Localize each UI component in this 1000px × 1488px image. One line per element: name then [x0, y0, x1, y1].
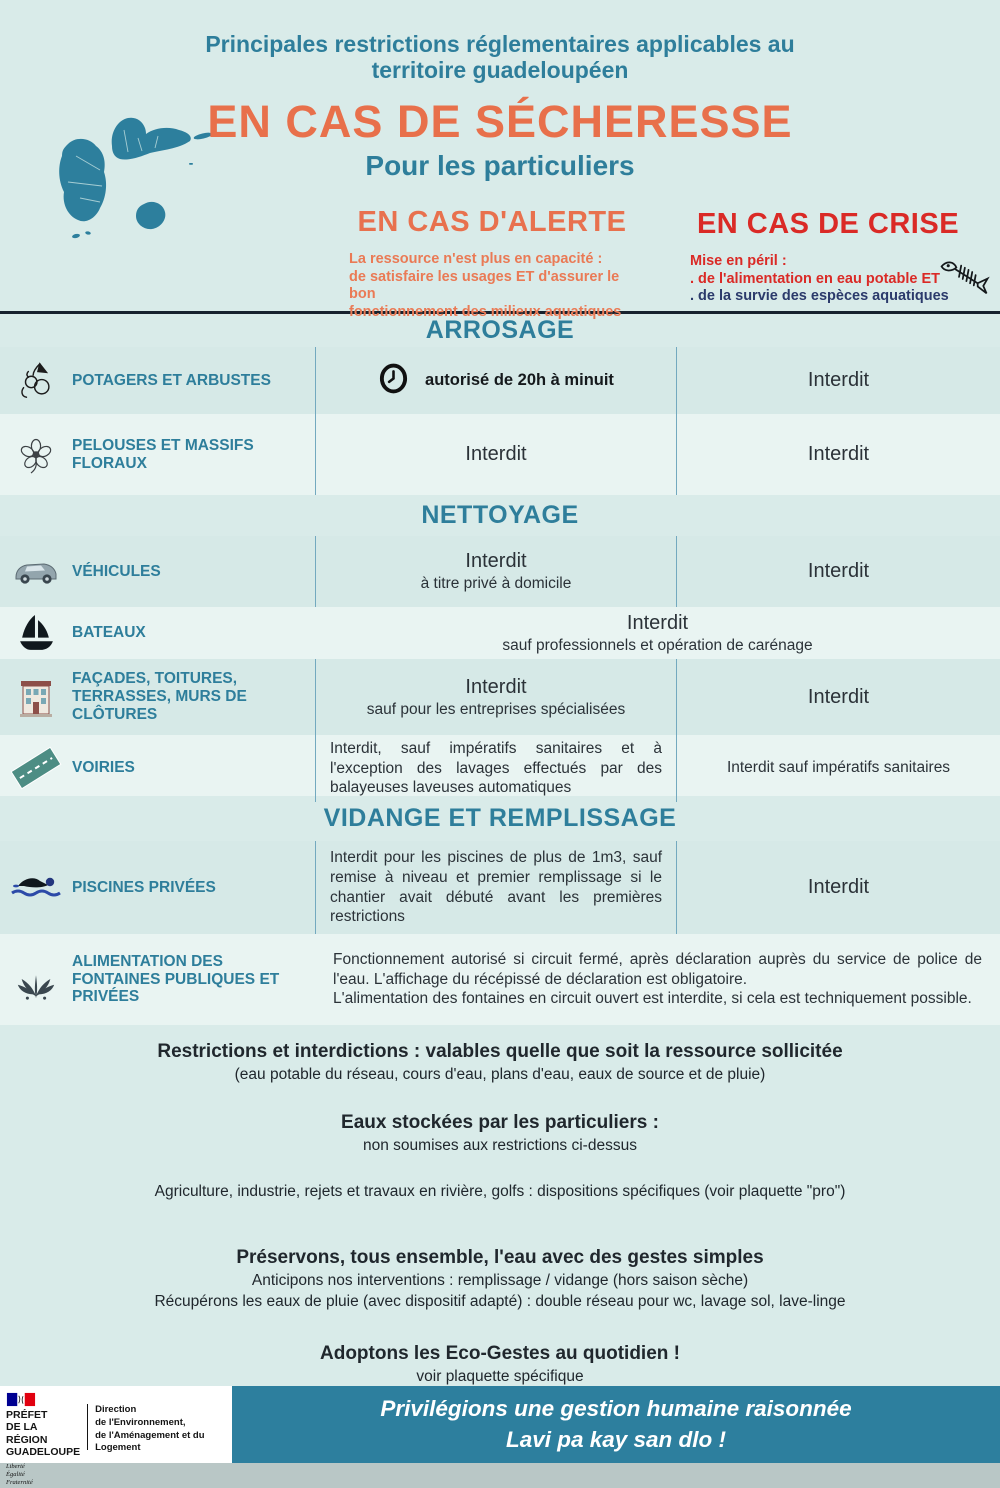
note-stockees-sub: non soumises aux restrictions ci-dessus — [363, 1137, 637, 1154]
table-row-fontaines — [0, 934, 1000, 1025]
motto-line3: Fraternité — [6, 1479, 33, 1487]
restrictions-table — [0, 314, 1000, 1025]
span-cell — [315, 607, 1000, 659]
crise-desc-line3: . de la survie des espèces aquatiques — [690, 288, 949, 305]
audience-subtitle: Pour les particuliers — [365, 150, 635, 181]
row-label-cell — [0, 347, 315, 414]
crise-cell — [677, 735, 1000, 802]
alerte-description — [337, 251, 647, 322]
footer-notes — [0, 1025, 1000, 1386]
flower-icon — [0, 435, 72, 475]
table-row-pelouses — [0, 414, 1000, 495]
row-label-cell — [0, 934, 315, 1025]
garden-vegetables-icon — [0, 360, 72, 402]
slogan-line1: Privilégions une gestion humaine raisonnée — [380, 1396, 852, 1422]
page-title-line2: territoire guadeloupéen — [371, 56, 629, 83]
slogan-line2: Lavi pa kay san dlo ! — [505, 1426, 727, 1452]
crise-cell: Interdit — [807, 685, 870, 708]
crise-cell: Interdit — [807, 560, 870, 582]
slogan-banner — [232, 1386, 1000, 1463]
note-stockees-title: Eaux stockées par les particuliers : — [341, 1112, 659, 1133]
crise-title: EN CAS DE CRISE — [696, 208, 960, 240]
row-label-cell — [0, 659, 315, 735]
alerte-value-sub: à titre privé à domicile — [420, 575, 572, 592]
prefet-line3: GUADELOUPE — [6, 1446, 81, 1459]
crise-value: Interdit sauf impératifs sanitaires — [726, 759, 951, 777]
alerte-desc-line1: La ressource n'est plus en capacité : — [349, 251, 603, 267]
alerte-cell — [315, 735, 677, 802]
fish-skeleton-icon — [932, 250, 994, 306]
row-label-cell — [0, 414, 315, 495]
page-title-line1: Principales restrictions réglementaires applicables au — [205, 31, 795, 57]
row-label: BATEAUX — [72, 624, 146, 642]
crise-desc-line2: . de l'alimentation en eau potable ET — [690, 270, 940, 287]
alerte-cell — [315, 347, 677, 414]
alerte-title: EN CAS D'ALERTE — [357, 206, 627, 238]
section-title-nettoyage: NETTOYAGE — [421, 501, 579, 529]
french-flag-icon — [6, 1392, 36, 1407]
gov-divider — [87, 1404, 88, 1450]
section-title-arrosage: ARROSAGE — [425, 316, 575, 344]
prefet-block — [6, 1392, 80, 1488]
note-ecogestes-sub: voir plaquette spécifique — [416, 1368, 584, 1385]
alerte-value-main: Interdit — [465, 675, 527, 698]
column-header-alerte — [337, 206, 647, 322]
alerte-cell — [315, 659, 677, 735]
row-label: FAÇADES, TOITURES, TERRASSES, MURS DE CLÔTURES — [72, 670, 247, 723]
motto-line1: Liberté — [6, 1462, 25, 1470]
note-ecogestes-title: Adoptons les Eco-Gestes au quotidien ! — [320, 1343, 680, 1364]
direction-block — [95, 1404, 226, 1455]
row-label: ALIMENTATION DES FONTAINES PUBLIQUES ET PRIVÉES — [72, 952, 280, 1006]
prefet-line2: DE LA RÉGION — [6, 1421, 48, 1446]
row-label: POTAGERS ET ARBUSTES — [72, 371, 271, 389]
alerte-value: Interdit pour les piscines de plus de 1m3, sauf remise à niveau et premier remplissage si le chantier avait débuté avant les premières restrictions — [330, 849, 662, 926]
clock-icon — [378, 362, 409, 400]
alerte-value: Interdit, sauf impératifs sanitaires et à l'exception des lavages effectués par des balayeuses laveuses automatiques — [330, 740, 662, 797]
direction-line3: de l'Aménagement et du Logement — [95, 1429, 205, 1454]
building-icon — [0, 676, 72, 718]
span-cell — [315, 934, 1000, 1025]
gov-logo-block — [0, 1386, 232, 1487]
table-row-bateaux — [0, 607, 1000, 659]
span-value-sub: sauf professionnels et opération de carénage — [502, 636, 813, 654]
road-icon — [0, 746, 72, 790]
main-title: EN CAS DE SÉCHERESSE — [207, 96, 793, 147]
motto-line2: Égalité — [6, 1470, 25, 1478]
note-restrictions-sub: (eau potable du réseau, cours d'eau, plans d'eau, eaux de source et de pluie) — [234, 1066, 766, 1083]
crise-cell: Interdit — [807, 369, 870, 391]
alerte-desc-line2: de satisfaire les usages ET d'assurer le bon — [349, 268, 620, 303]
table-row-vehicules — [0, 536, 1000, 607]
alerte-value: autorisé de 20h à minuit — [425, 371, 614, 389]
table-row-piscines — [0, 841, 1000, 934]
crise-cell: Interdit — [807, 876, 870, 898]
note-preservons-title: Préservons, tous ensemble, l'eau avec des gestes simples — [236, 1247, 764, 1268]
table-row-potagers — [0, 347, 1000, 414]
row-label-cell — [0, 607, 315, 659]
page-title — [0, 32, 1000, 84]
car-icon — [0, 557, 72, 587]
swimmer-icon — [0, 873, 72, 903]
row-label-cell — [0, 536, 315, 607]
sailboat-icon — [0, 613, 72, 654]
alerte-value: Interdit — [465, 443, 527, 465]
table-row-voiries — [0, 735, 1000, 796]
prefet-line1: PRÉFET — [6, 1409, 48, 1421]
direction-line1: Direction — [95, 1404, 137, 1415]
note-restrictions-title: Restrictions et interdictions : valables quelle que soit la ressource sollicitée — [157, 1041, 843, 1062]
note-preservons-line1: Anticipons nos interventions : remplissage / vidange (hors saison sèche) — [251, 1272, 749, 1289]
direction-line2: de l'Environnement, — [95, 1416, 186, 1428]
span-value-main: Interdit — [626, 611, 689, 634]
alerte-cell — [315, 841, 677, 934]
alerte-value-main: Interdit — [465, 550, 527, 572]
row-label: VOIRIES — [72, 759, 135, 777]
alerte-value-sub: sauf pour les entreprises spécialisées — [366, 700, 626, 718]
alerte-desc-line3: fonctionnement des milieux aquatiques — [349, 304, 622, 321]
row-label-cell — [0, 841, 315, 934]
row-label: VÉHICULES — [72, 562, 161, 580]
crise-cell: Interdit — [807, 443, 870, 465]
alerte-cell — [315, 536, 677, 607]
footer — [0, 1386, 1000, 1487]
crise-desc-line1: Mise en péril : — [690, 253, 787, 269]
row-label: PISCINES PRIVÉES — [72, 878, 216, 896]
note-pro-line: Agriculture, industrie, rejets et travaux en rivière, golfs : dispositions spécifiques (voir plaquette "pro") — [154, 1183, 846, 1200]
span-text-1: Fonctionnement autorisé si circuit fermé, après déclaration auprès du service de police de l'eau. L'affichage du récépissé de déclaration est obligatoire. — [333, 951, 982, 988]
header — [0, 0, 1000, 321]
note-preservons-line2: Récupérons les eaux de pluie (avec dispositif adapté) : double réseau pour wc, lavage sol, lave-linge — [154, 1293, 846, 1310]
alerte-cell — [315, 414, 677, 495]
table-row-facades — [0, 659, 1000, 735]
fountain-splash-icon — [0, 958, 72, 1002]
row-label: PELOUSES ET MASSIFS FLORAUX — [72, 436, 254, 472]
row-label-cell — [0, 735, 315, 802]
span-text-2: L'alimentation des fontaines en circuit ouvert est interdite, si cela est techniquement possible. — [333, 990, 972, 1008]
section-title-vidange: VIDANGE ET REMPLISSAGE — [323, 804, 677, 832]
